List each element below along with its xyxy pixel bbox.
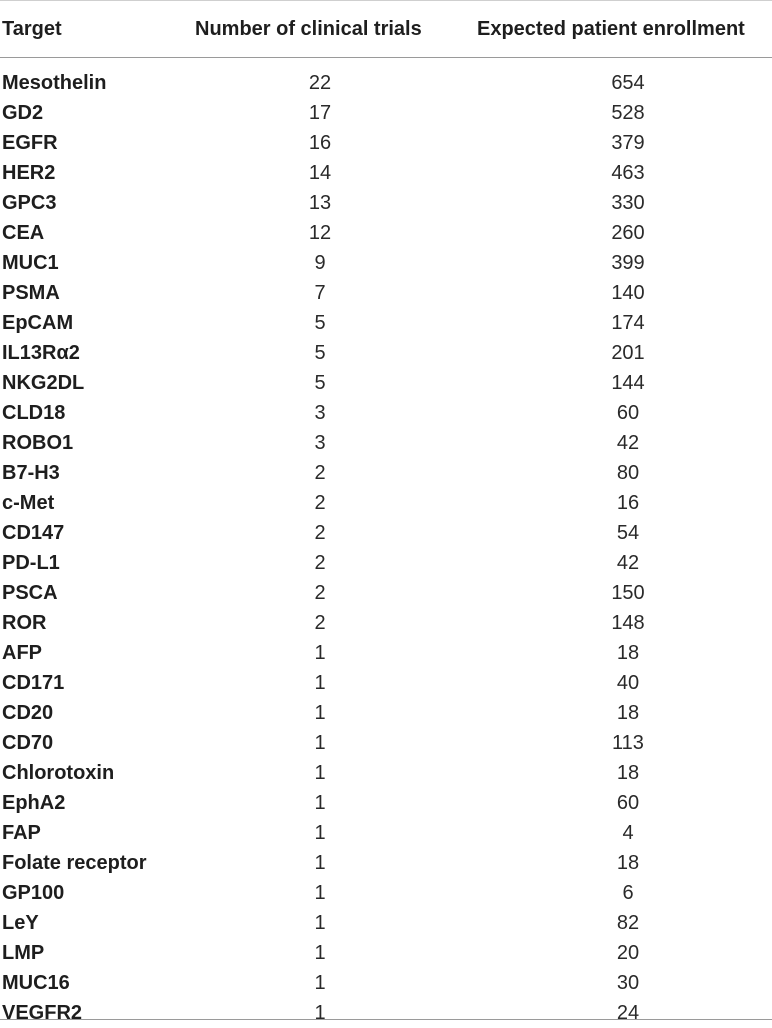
cell-number-of-trials: 2: [314, 582, 326, 604]
table-row: [0, 218, 772, 248]
cell-number-of-trials: 1: [314, 852, 326, 874]
cell-expected-enrollment: 80: [616, 462, 640, 484]
cell-number-of-trials: 7: [314, 282, 326, 304]
table-row: [0, 518, 772, 548]
table-row: [0, 578, 772, 608]
cell-expected-enrollment: 54: [616, 522, 640, 544]
cell-number-of-trials: 5: [314, 372, 326, 394]
cell-target: FAP: [2, 822, 41, 844]
cell-number-of-trials: 1: [314, 672, 326, 694]
table-row: [0, 818, 772, 848]
cell-number-of-trials: 5: [314, 312, 326, 334]
cell-number-of-trials: 1: [314, 882, 326, 904]
table-row: [0, 908, 772, 938]
cell-target: GPC3: [2, 192, 57, 214]
cell-expected-enrollment: 24: [616, 1002, 640, 1024]
cell-target: CD70: [2, 732, 54, 754]
table-row: [0, 158, 772, 188]
table-row: [0, 128, 772, 158]
cell-number-of-trials: 1: [314, 792, 326, 814]
cell-target: GD2: [2, 102, 44, 124]
cell-target: LMP: [2, 942, 45, 964]
cell-expected-enrollment: 60: [616, 402, 640, 424]
cell-expected-enrollment: 140: [611, 282, 645, 304]
cell-expected-enrollment: 4: [622, 822, 634, 844]
cell-expected-enrollment: 379: [611, 132, 645, 154]
table-row: [0, 638, 772, 668]
table-row: [0, 248, 772, 278]
cell-expected-enrollment: 463: [611, 162, 645, 184]
cell-expected-enrollment: 60: [616, 792, 640, 814]
header-target: Target: [2, 18, 62, 40]
cell-expected-enrollment: 20: [616, 942, 640, 964]
table-header-rule: [0, 57, 772, 58]
cell-expected-enrollment: 201: [611, 342, 645, 364]
cell-expected-enrollment: 18: [616, 852, 640, 874]
cell-target: HER2: [2, 162, 56, 184]
cell-expected-enrollment: 399: [611, 252, 645, 274]
cell-number-of-trials: 5: [314, 342, 326, 364]
cell-number-of-trials: 2: [314, 462, 326, 484]
table-row: [0, 278, 772, 308]
cell-target: MUC16: [2, 972, 70, 994]
cell-expected-enrollment: 150: [611, 582, 645, 604]
table-body: [0, 68, 772, 1028]
table-top-rule: [0, 0, 772, 1]
cell-number-of-trials: 14: [308, 162, 332, 184]
cell-expected-enrollment: 18: [616, 702, 640, 724]
cell-target: EGFR: [2, 132, 58, 154]
table-row: [0, 608, 772, 638]
header-expected-patient-enrollment: Expected patient enrollment: [477, 18, 745, 40]
cell-expected-enrollment: 6: [622, 882, 634, 904]
table-row: [0, 428, 772, 458]
table-row: [0, 398, 772, 428]
cell-number-of-trials: 1: [314, 912, 326, 934]
cell-expected-enrollment: 260: [611, 222, 645, 244]
cell-number-of-trials: 9: [314, 252, 326, 274]
cell-target: PSMA: [2, 282, 60, 304]
table-bottom-rule: [0, 1019, 772, 1020]
cell-number-of-trials: 13: [308, 192, 332, 214]
cell-target: B7-H3: [2, 462, 60, 484]
cell-number-of-trials: 1: [314, 822, 326, 844]
table-row: [0, 848, 772, 878]
cell-number-of-trials: 17: [308, 102, 332, 124]
cell-expected-enrollment: 40: [616, 672, 640, 694]
table-row: [0, 758, 772, 788]
cell-target: EphA2: [2, 792, 66, 814]
cell-expected-enrollment: 528: [611, 102, 645, 124]
cell-number-of-trials: 1: [314, 702, 326, 724]
table-row: [0, 938, 772, 968]
cell-number-of-trials: 12: [308, 222, 332, 244]
cell-target: CD20: [2, 702, 54, 724]
cell-target: c-Met: [2, 492, 55, 514]
cell-number-of-trials: 16: [308, 132, 332, 154]
cell-target: CEA: [2, 222, 45, 244]
cell-expected-enrollment: 144: [611, 372, 645, 394]
cell-expected-enrollment: 42: [616, 552, 640, 574]
cell-number-of-trials: 2: [314, 552, 326, 574]
cell-target: Folate receptor: [2, 852, 147, 874]
cell-expected-enrollment: 18: [616, 642, 640, 664]
cell-target: CD171: [2, 672, 65, 694]
table-row: [0, 488, 772, 518]
cell-target: MUC1: [2, 252, 59, 274]
cell-number-of-trials: 1: [314, 642, 326, 664]
cell-expected-enrollment: 174: [611, 312, 645, 334]
table-row: [0, 308, 772, 338]
cell-target: ROBO1: [2, 432, 74, 454]
cell-target: CLD18: [2, 402, 66, 424]
cell-target: EpCAM: [2, 312, 74, 334]
cell-target: Mesothelin: [2, 72, 107, 94]
cell-target: PSCA: [2, 582, 58, 604]
cell-expected-enrollment: 82: [616, 912, 640, 934]
table-row: [0, 668, 772, 698]
table-row: [0, 788, 772, 818]
cell-expected-enrollment: 16: [616, 492, 640, 514]
cell-number-of-trials: 2: [314, 612, 326, 634]
cell-expected-enrollment: 148: [611, 612, 645, 634]
cell-number-of-trials: 2: [314, 492, 326, 514]
cell-target: CD147: [2, 522, 65, 544]
cell-expected-enrollment: 18: [616, 762, 640, 784]
cell-expected-enrollment: 42: [616, 432, 640, 454]
cell-expected-enrollment: 113: [612, 732, 644, 754]
cell-number-of-trials: 22: [308, 72, 332, 94]
cell-number-of-trials: 2: [314, 522, 326, 544]
cell-number-of-trials: 1: [314, 732, 326, 754]
table-row: [0, 548, 772, 578]
cell-expected-enrollment: 330: [611, 192, 645, 214]
table-row: [0, 68, 772, 98]
cell-number-of-trials: 1: [314, 972, 326, 994]
cell-number-of-trials: 3: [314, 402, 326, 424]
cell-target: VEGFR2: [2, 1002, 83, 1024]
cell-target: Chlorotoxin: [2, 762, 115, 784]
cell-target: LeY: [2, 912, 39, 934]
cell-number-of-trials: 3: [314, 432, 326, 454]
table-row: [0, 968, 772, 998]
table-row: [0, 878, 772, 908]
cell-target: GP100: [2, 882, 65, 904]
table-header-row: [0, 14, 772, 44]
table-row: [0, 338, 772, 368]
cell-expected-enrollment: 654: [611, 72, 645, 94]
table-row: [0, 98, 772, 128]
cell-number-of-trials: 1: [314, 942, 326, 964]
cell-target: IL13Rα2: [2, 342, 80, 364]
cell-number-of-trials: 1: [314, 1002, 326, 1024]
cell-target: ROR: [2, 612, 47, 634]
cell-target: NKG2DL: [2, 372, 85, 394]
header-number-of-clinical-trials: Number of clinical trials: [195, 18, 422, 40]
cell-expected-enrollment: 30: [616, 972, 640, 994]
table-row: [0, 698, 772, 728]
table-row: [0, 188, 772, 218]
table-row: [0, 728, 772, 758]
cell-target: AFP: [2, 642, 42, 664]
cell-number-of-trials: 1: [314, 762, 326, 784]
cell-target: PD-L1: [2, 552, 60, 574]
table-row: [0, 998, 772, 1028]
table-row: [0, 368, 772, 398]
table-row: [0, 458, 772, 488]
